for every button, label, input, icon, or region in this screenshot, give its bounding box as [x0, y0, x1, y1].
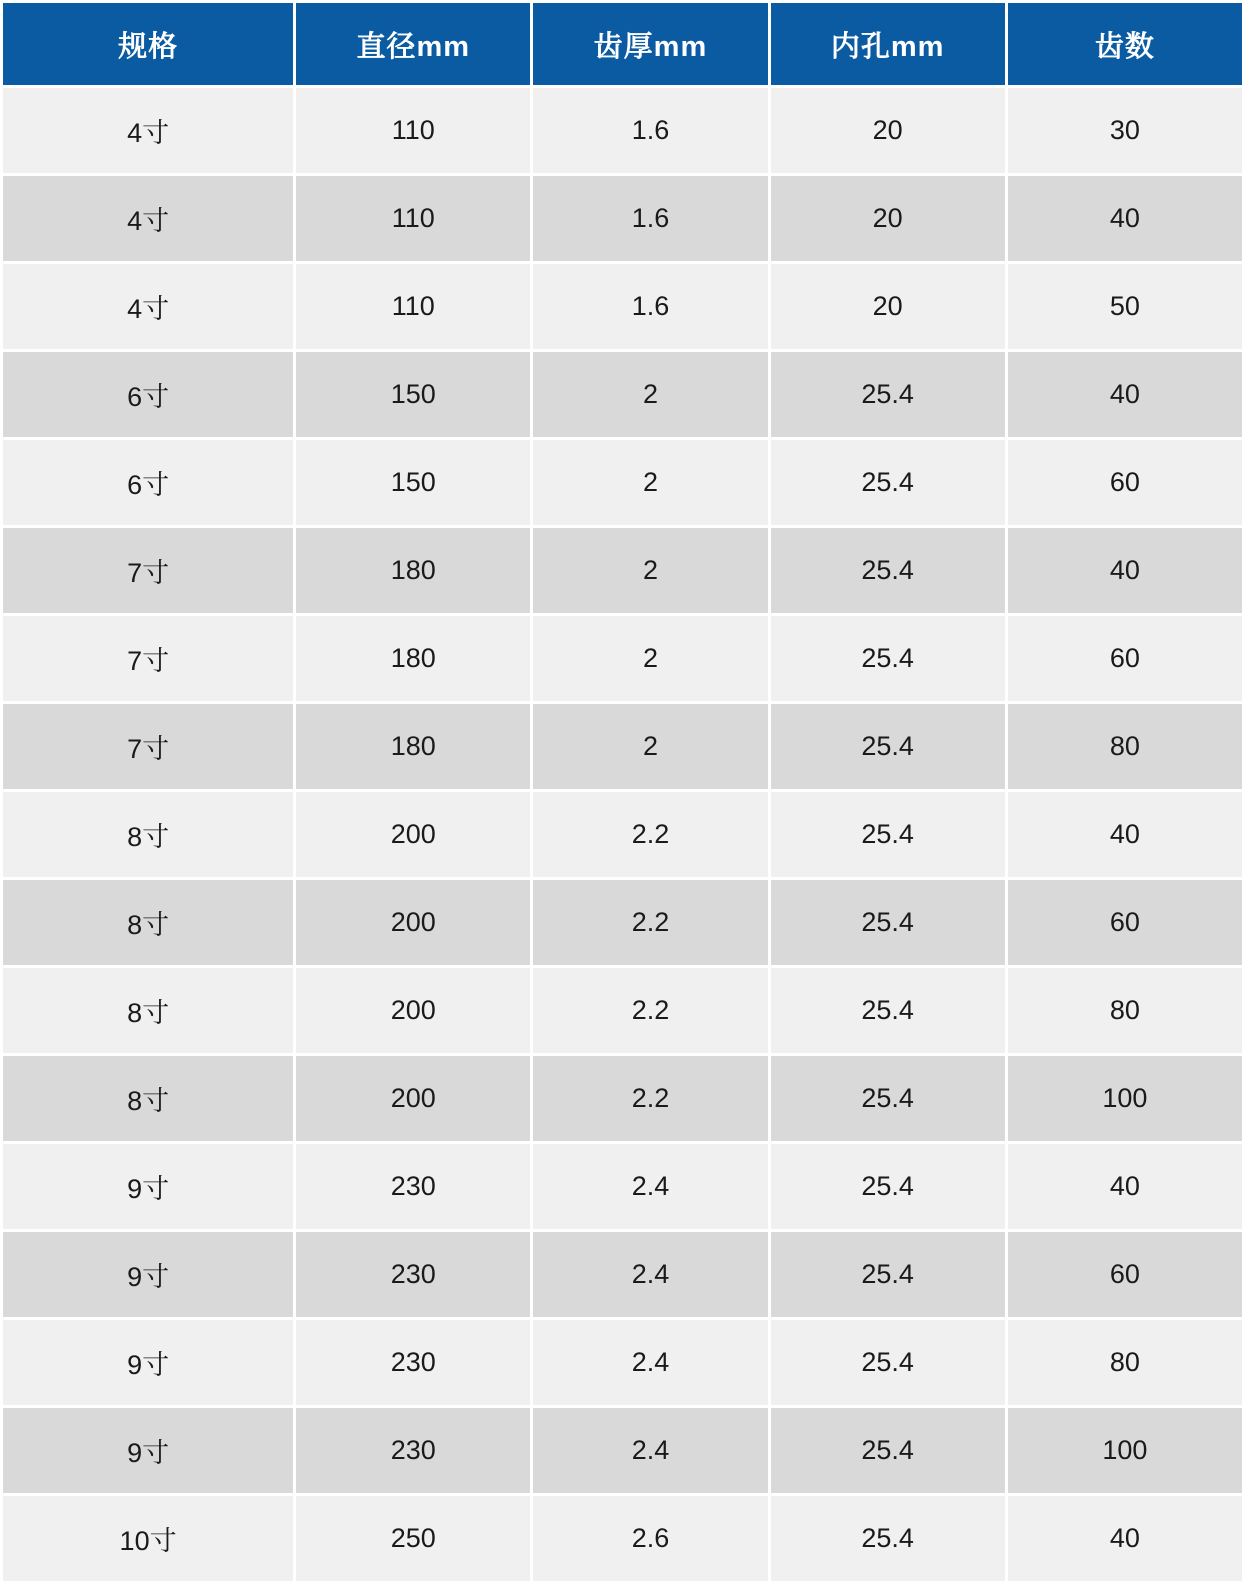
cell-diameter: 110 — [296, 88, 530, 173]
cell-tooth-count: 60 — [1008, 1232, 1242, 1317]
table-header-row — [3, 3, 1242, 85]
cell-bore: 25.4 — [771, 1232, 1005, 1317]
cell-tooth-count: 40 — [1008, 1144, 1242, 1229]
cell-bore: 25.4 — [771, 1056, 1005, 1141]
cell-spec: 7寸 — [3, 528, 293, 613]
cell-tooth-thickness: 2.6 — [533, 1496, 767, 1581]
cell-tooth-thickness: 2 — [533, 440, 767, 525]
cell-diameter: 230 — [296, 1408, 530, 1493]
table-header — [3, 3, 1242, 85]
table-row — [3, 616, 1242, 701]
table-row — [3, 968, 1242, 1053]
table-row — [3, 880, 1242, 965]
cell-diameter: 200 — [296, 792, 530, 877]
table-row — [3, 440, 1242, 525]
table-row — [3, 528, 1242, 613]
cell-diameter: 110 — [296, 264, 530, 349]
cell-tooth-count: 100 — [1008, 1056, 1242, 1141]
cell-bore: 25.4 — [771, 880, 1005, 965]
cell-tooth-count: 40 — [1008, 176, 1242, 261]
cell-tooth-thickness: 2 — [533, 704, 767, 789]
cell-spec: 6寸 — [3, 440, 293, 525]
cell-bore: 20 — [771, 88, 1005, 173]
cell-diameter: 200 — [296, 880, 530, 965]
cell-tooth-thickness: 1.6 — [533, 176, 767, 261]
cell-spec: 4寸 — [3, 176, 293, 261]
cell-tooth-count: 30 — [1008, 88, 1242, 173]
cell-bore: 20 — [771, 176, 1005, 261]
table-row — [3, 1056, 1242, 1141]
cell-tooth-count: 80 — [1008, 1320, 1242, 1405]
cell-spec: 9寸 — [3, 1408, 293, 1493]
cell-diameter: 230 — [296, 1144, 530, 1229]
cell-diameter: 230 — [296, 1320, 530, 1405]
cell-tooth-thickness: 2.4 — [533, 1144, 767, 1229]
cell-tooth-count: 40 — [1008, 528, 1242, 613]
table-row — [3, 1408, 1242, 1493]
cell-tooth-count: 60 — [1008, 616, 1242, 701]
cell-bore: 25.4 — [771, 968, 1005, 1053]
cell-bore: 25.4 — [771, 528, 1005, 613]
cell-spec: 9寸 — [3, 1232, 293, 1317]
cell-bore: 25.4 — [771, 704, 1005, 789]
cell-tooth-thickness: 2.4 — [533, 1408, 767, 1493]
column-header-tooth-thickness: 齿厚mm — [533, 3, 767, 85]
cell-spec: 8寸 — [3, 792, 293, 877]
cell-tooth-thickness: 2.4 — [533, 1232, 767, 1317]
cell-diameter: 150 — [296, 440, 530, 525]
cell-diameter: 180 — [296, 616, 530, 701]
cell-bore: 25.4 — [771, 616, 1005, 701]
cell-tooth-thickness: 2 — [533, 352, 767, 437]
cell-tooth-count: 40 — [1008, 352, 1242, 437]
cell-spec: 8寸 — [3, 880, 293, 965]
cell-tooth-thickness: 2 — [533, 616, 767, 701]
cell-tooth-count: 60 — [1008, 440, 1242, 525]
cell-bore: 25.4 — [771, 440, 1005, 525]
table-row — [3, 1232, 1242, 1317]
cell-spec: 10寸 — [3, 1496, 293, 1581]
cell-diameter: 180 — [296, 528, 530, 613]
cell-tooth-thickness: 1.6 — [533, 88, 767, 173]
cell-bore: 25.4 — [771, 1144, 1005, 1229]
cell-tooth-count: 40 — [1008, 1496, 1242, 1581]
cell-bore: 20 — [771, 264, 1005, 349]
table-row — [3, 352, 1242, 437]
cell-spec: 8寸 — [3, 968, 293, 1053]
table-row — [3, 88, 1242, 173]
column-header-tooth-count: 齿数 — [1008, 3, 1242, 85]
table-row — [3, 176, 1242, 261]
cell-tooth-count: 40 — [1008, 792, 1242, 877]
table-body — [3, 88, 1242, 1581]
cell-spec: 4寸 — [3, 264, 293, 349]
column-header-diameter: 直径mm — [296, 3, 530, 85]
cell-bore: 25.4 — [771, 1496, 1005, 1581]
table-row — [3, 264, 1242, 349]
cell-tooth-thickness: 2.2 — [533, 880, 767, 965]
cell-spec: 8寸 — [3, 1056, 293, 1141]
table-row — [3, 792, 1242, 877]
cell-tooth-thickness: 2.4 — [533, 1320, 767, 1405]
cell-diameter: 110 — [296, 176, 530, 261]
column-header-bore: 内孔mm — [771, 3, 1005, 85]
cell-spec: 7寸 — [3, 704, 293, 789]
cell-tooth-count: 100 — [1008, 1408, 1242, 1493]
cell-bore: 25.4 — [771, 1320, 1005, 1405]
cell-spec: 4寸 — [3, 88, 293, 173]
cell-tooth-thickness: 2.2 — [533, 1056, 767, 1141]
table-row — [3, 1144, 1242, 1229]
cell-tooth-thickness: 2.2 — [533, 968, 767, 1053]
cell-diameter: 150 — [296, 352, 530, 437]
table-row — [3, 1320, 1242, 1405]
column-header-spec: 规格 — [3, 3, 293, 85]
cell-tooth-count: 60 — [1008, 880, 1242, 965]
cell-tooth-count: 80 — [1008, 968, 1242, 1053]
cell-diameter: 200 — [296, 968, 530, 1053]
cell-spec: 7寸 — [3, 616, 293, 701]
cell-tooth-count: 50 — [1008, 264, 1242, 349]
cell-bore: 25.4 — [771, 1408, 1005, 1493]
table-row — [3, 704, 1242, 789]
cell-spec: 9寸 — [3, 1320, 293, 1405]
cell-diameter: 250 — [296, 1496, 530, 1581]
table-row — [3, 1496, 1242, 1581]
cell-tooth-thickness: 1.6 — [533, 264, 767, 349]
cell-tooth-count: 80 — [1008, 704, 1242, 789]
cell-spec: 9寸 — [3, 1144, 293, 1229]
cell-diameter: 230 — [296, 1232, 530, 1317]
cell-tooth-thickness: 2 — [533, 528, 767, 613]
cell-bore: 25.4 — [771, 792, 1005, 877]
cell-diameter: 180 — [296, 704, 530, 789]
cell-bore: 25.4 — [771, 352, 1005, 437]
cell-spec: 6寸 — [3, 352, 293, 437]
cell-tooth-thickness: 2.2 — [533, 792, 767, 877]
cell-diameter: 200 — [296, 1056, 530, 1141]
